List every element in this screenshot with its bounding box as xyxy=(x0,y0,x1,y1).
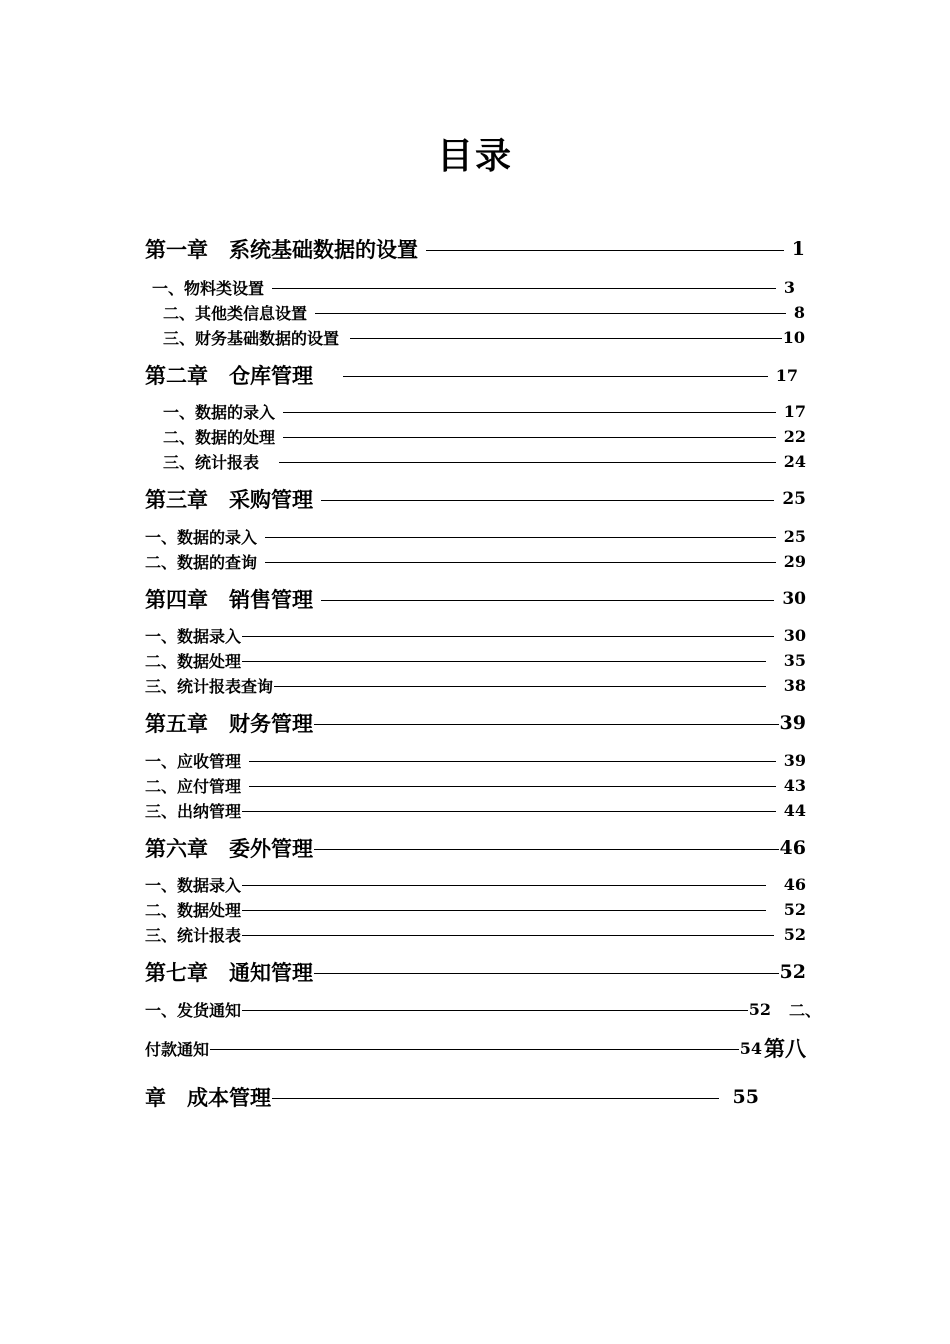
toc-label: 二、数据处理 xyxy=(145,651,242,671)
toc-page-number: 30 xyxy=(783,625,806,645)
toc-label: 二、其他类信息设置 xyxy=(163,303,308,323)
toc-label: 二、数据的处理 xyxy=(163,427,276,447)
toc-leader-line xyxy=(350,338,782,339)
toc-page-number: 38 xyxy=(783,675,806,695)
toc-section[interactable] xyxy=(145,798,806,822)
toc-label: 二、应付管理 xyxy=(145,776,242,796)
toc-page-number: 25 xyxy=(783,526,806,546)
toc-label: 第七章 通知管理 xyxy=(145,960,313,985)
toc-label: 二、数据处理 xyxy=(145,900,242,920)
toc-page-number: 35 xyxy=(783,650,806,670)
toc-section[interactable] xyxy=(145,623,806,647)
toc-label: 付款通知 xyxy=(145,1039,210,1059)
toc-section[interactable] xyxy=(145,897,806,921)
toc-leader-line xyxy=(210,1049,739,1050)
toc-page-number: 52 xyxy=(779,961,806,983)
toc-label: 三、统计报表 xyxy=(145,925,242,945)
toc-chapter[interactable] xyxy=(145,584,806,614)
toc-page-number: 39 xyxy=(783,750,806,770)
toc-label: 第六章 委外管理 xyxy=(145,836,313,861)
toc-section[interactable] xyxy=(163,399,806,423)
toc-section[interactable] xyxy=(145,549,806,573)
toc-label: 三、统计报表查询 xyxy=(145,676,274,696)
toc-label: 一、数据的录入 xyxy=(145,527,258,547)
toc-leader-line xyxy=(242,811,776,812)
toc-leader-line xyxy=(283,412,776,413)
toc-section[interactable] xyxy=(163,449,806,473)
toc-section[interactable] xyxy=(145,872,806,896)
toc-label: 一、数据的录入 xyxy=(163,402,276,422)
toc-leader-line xyxy=(242,885,766,886)
toc-leader-line xyxy=(242,910,766,911)
toc-chapter[interactable] xyxy=(145,360,798,390)
toc-page-number: 43 xyxy=(783,775,806,795)
toc-page-number: 44 xyxy=(783,800,806,820)
toc-page-number: 46 xyxy=(779,837,806,859)
toc-label: 一、应收管理 xyxy=(145,751,242,771)
toc-label: 一、数据录入 xyxy=(145,626,242,646)
toc-label: 第二章 仓库管理 xyxy=(145,363,313,388)
toc-leader-line xyxy=(272,288,776,289)
toc-label: 一、物料类设置 xyxy=(152,278,265,298)
toc-leader-line xyxy=(314,973,779,974)
toc-label: 一、数据录入 xyxy=(145,875,242,895)
toc-wrapped-text: 第八 xyxy=(764,1036,806,1061)
toc-page-number: 3 xyxy=(783,277,795,297)
toc-leader-line xyxy=(242,661,766,662)
toc-leader-line xyxy=(265,537,776,538)
toc-chapter[interactable] xyxy=(145,234,805,264)
toc-leader-line xyxy=(279,462,776,463)
toc-page-number: 54 xyxy=(739,1038,762,1058)
toc-wrapped-line[interactable] xyxy=(145,997,821,1021)
toc-page-number: 17 xyxy=(783,401,806,421)
toc-leader-line xyxy=(265,562,776,563)
toc-page-number: 22 xyxy=(783,426,806,446)
toc-section[interactable] xyxy=(145,524,806,548)
toc-page-number: 39 xyxy=(779,712,806,734)
toc-section[interactable] xyxy=(145,673,806,697)
toc-leader-line xyxy=(242,636,774,637)
toc-leader-line xyxy=(242,1010,748,1011)
toc-leader-line xyxy=(283,437,776,438)
toc-label: 第四章 销售管理 xyxy=(145,587,313,612)
toc-leader-line xyxy=(272,1098,719,1099)
toc-leader-line xyxy=(343,376,768,377)
toc-leader-line xyxy=(314,849,779,850)
toc-section[interactable] xyxy=(145,773,806,797)
toc-section[interactable] xyxy=(145,648,806,672)
toc-chapter[interactable] xyxy=(145,957,806,987)
toc-leader-line xyxy=(249,786,776,787)
toc-chapter[interactable] xyxy=(145,833,806,863)
toc-leader-line xyxy=(314,724,779,725)
toc-page-number: 29 xyxy=(783,551,806,571)
toc-page-number: 24 xyxy=(783,451,806,471)
toc-chapter[interactable] xyxy=(145,484,806,514)
toc-section[interactable] xyxy=(163,424,806,448)
toc-leader-line xyxy=(321,600,774,601)
toc-wrapped-line[interactable] xyxy=(145,1036,806,1060)
toc-chapter[interactable] xyxy=(145,708,806,738)
toc-page-number: 52 xyxy=(748,999,771,1019)
toc-page-number: 52 xyxy=(783,924,806,944)
toc-label: 第五章 财务管理 xyxy=(145,711,313,736)
toc-leader-line xyxy=(249,761,776,762)
toc-label: 二、数据的查询 xyxy=(145,552,258,572)
toc-page-number: 1 xyxy=(791,238,805,260)
toc-leader-line xyxy=(321,500,774,501)
toc-page-number: 8 xyxy=(793,302,805,322)
toc-page-number: 10 xyxy=(782,327,805,347)
toc-section[interactable] xyxy=(163,300,805,324)
toc-wrapped-text: 二、 xyxy=(788,1000,821,1020)
toc-leader-line xyxy=(274,686,766,687)
toc-label: 三、财务基础数据的设置 xyxy=(163,328,340,348)
toc-section[interactable] xyxy=(145,748,806,772)
toc-section[interactable] xyxy=(145,922,806,946)
toc-page-number: 30 xyxy=(782,589,806,609)
toc-section[interactable] xyxy=(163,325,805,349)
toc-leader-line xyxy=(315,313,786,314)
toc-label: 三、出纳管理 xyxy=(145,801,242,821)
toc-section[interactable] xyxy=(152,275,795,299)
toc-leader-line xyxy=(426,250,784,251)
toc-page-number: 52 xyxy=(783,899,806,919)
toc-page-number: 25 xyxy=(782,489,806,509)
toc-label: 章 成本管理 xyxy=(145,1085,271,1110)
toc-page-number: 46 xyxy=(783,874,806,894)
toc-page-number: 17 xyxy=(775,365,798,385)
toc-label: 三、统计报表 xyxy=(163,452,260,472)
toc-label: 第三章 采购管理 xyxy=(145,487,313,512)
toc-label: 一、发货通知 xyxy=(145,1000,242,1020)
toc-label: 第一章 系统基础数据的设置 xyxy=(145,237,418,262)
toc-chapter[interactable] xyxy=(145,1082,759,1112)
toc-leader-line xyxy=(242,935,774,936)
page-title: 目录 xyxy=(436,135,513,177)
toc-page-number: 55 xyxy=(732,1086,759,1108)
